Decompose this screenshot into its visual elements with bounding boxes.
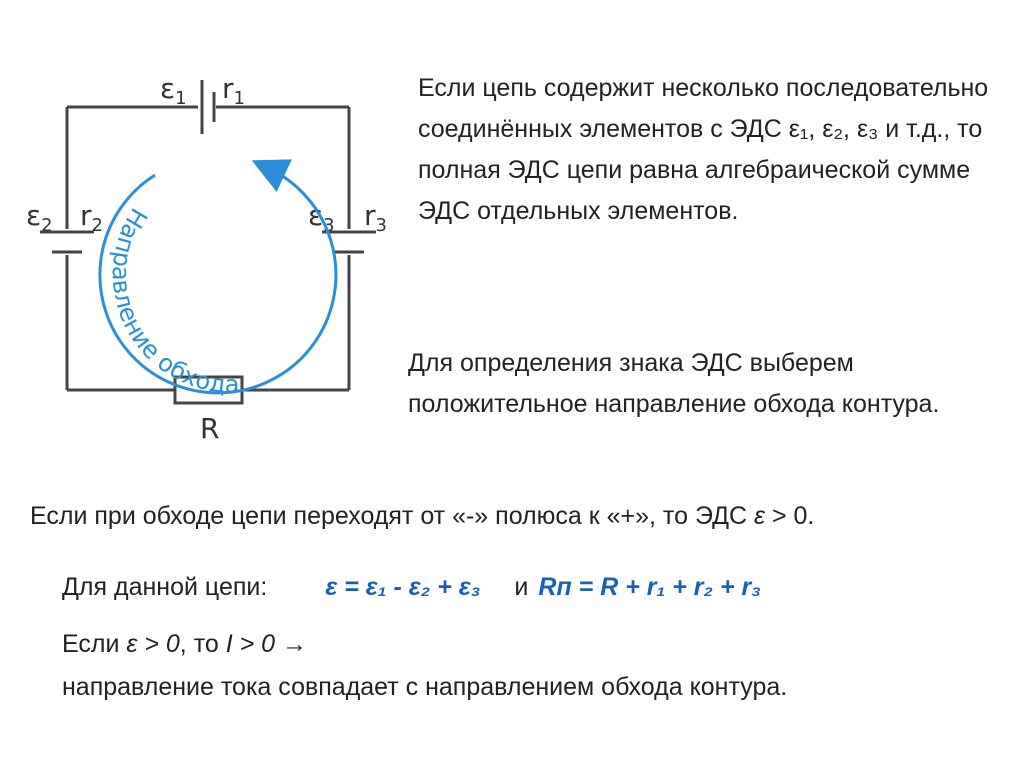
resistance-formula: Rп = R + r₁ + r₂ + r₃ xyxy=(538,573,761,601)
label-e2: $\varepsilon_2$ xyxy=(26,199,53,236)
label-resistor: R xyxy=(200,412,220,445)
condition-line: Если ε > 0, то I > 0 → xyxy=(62,630,308,658)
formula-label: Для данной цепи: xyxy=(62,573,268,601)
label-r3: $r_3$ xyxy=(364,199,387,236)
direction-label: Направление обхода xyxy=(106,203,240,399)
battery-e1 xyxy=(202,80,214,134)
intro-paragraph: Если цепь содержит несколько последовательно соединённых элементов с ЭДС ε₁, ε₂, ε₃ и т.д., то полная ЭДС цепи равна алгебраической сумме ЭДС отдельных элементов. xyxy=(418,74,989,225)
emf-symbol: ε xyxy=(754,502,766,530)
condition-emf: ε > 0 xyxy=(126,630,180,658)
circuit-wires xyxy=(67,107,349,390)
label-e3: $\varepsilon_3$ xyxy=(308,199,335,236)
label-e1: $\varepsilon_1$ xyxy=(160,72,187,109)
label-r2: $r_2$ xyxy=(80,199,103,236)
formula-and: и xyxy=(514,573,529,601)
formula-line xyxy=(62,573,761,602)
label-r1: $r_1$ xyxy=(222,72,245,109)
conclusion-line: направление тока совпадает с направлением обхода контура. xyxy=(62,673,788,701)
sign-rule-paragraph: Если при обходе цепи переходят от «-» полюса к «+», то ЭДС ε > 0. xyxy=(30,502,815,530)
circuit-diagram xyxy=(0,40,410,460)
emf-formula: ε = ε₁ - ε₂ + ε₃ xyxy=(325,573,481,601)
direction-arrow xyxy=(100,168,336,393)
arrow-symbol: → xyxy=(275,630,308,658)
condition-current: I > 0 xyxy=(225,630,276,658)
direction-paragraph: Для определения знака ЭДС выберем положительное направление обхода контура. xyxy=(408,349,940,418)
